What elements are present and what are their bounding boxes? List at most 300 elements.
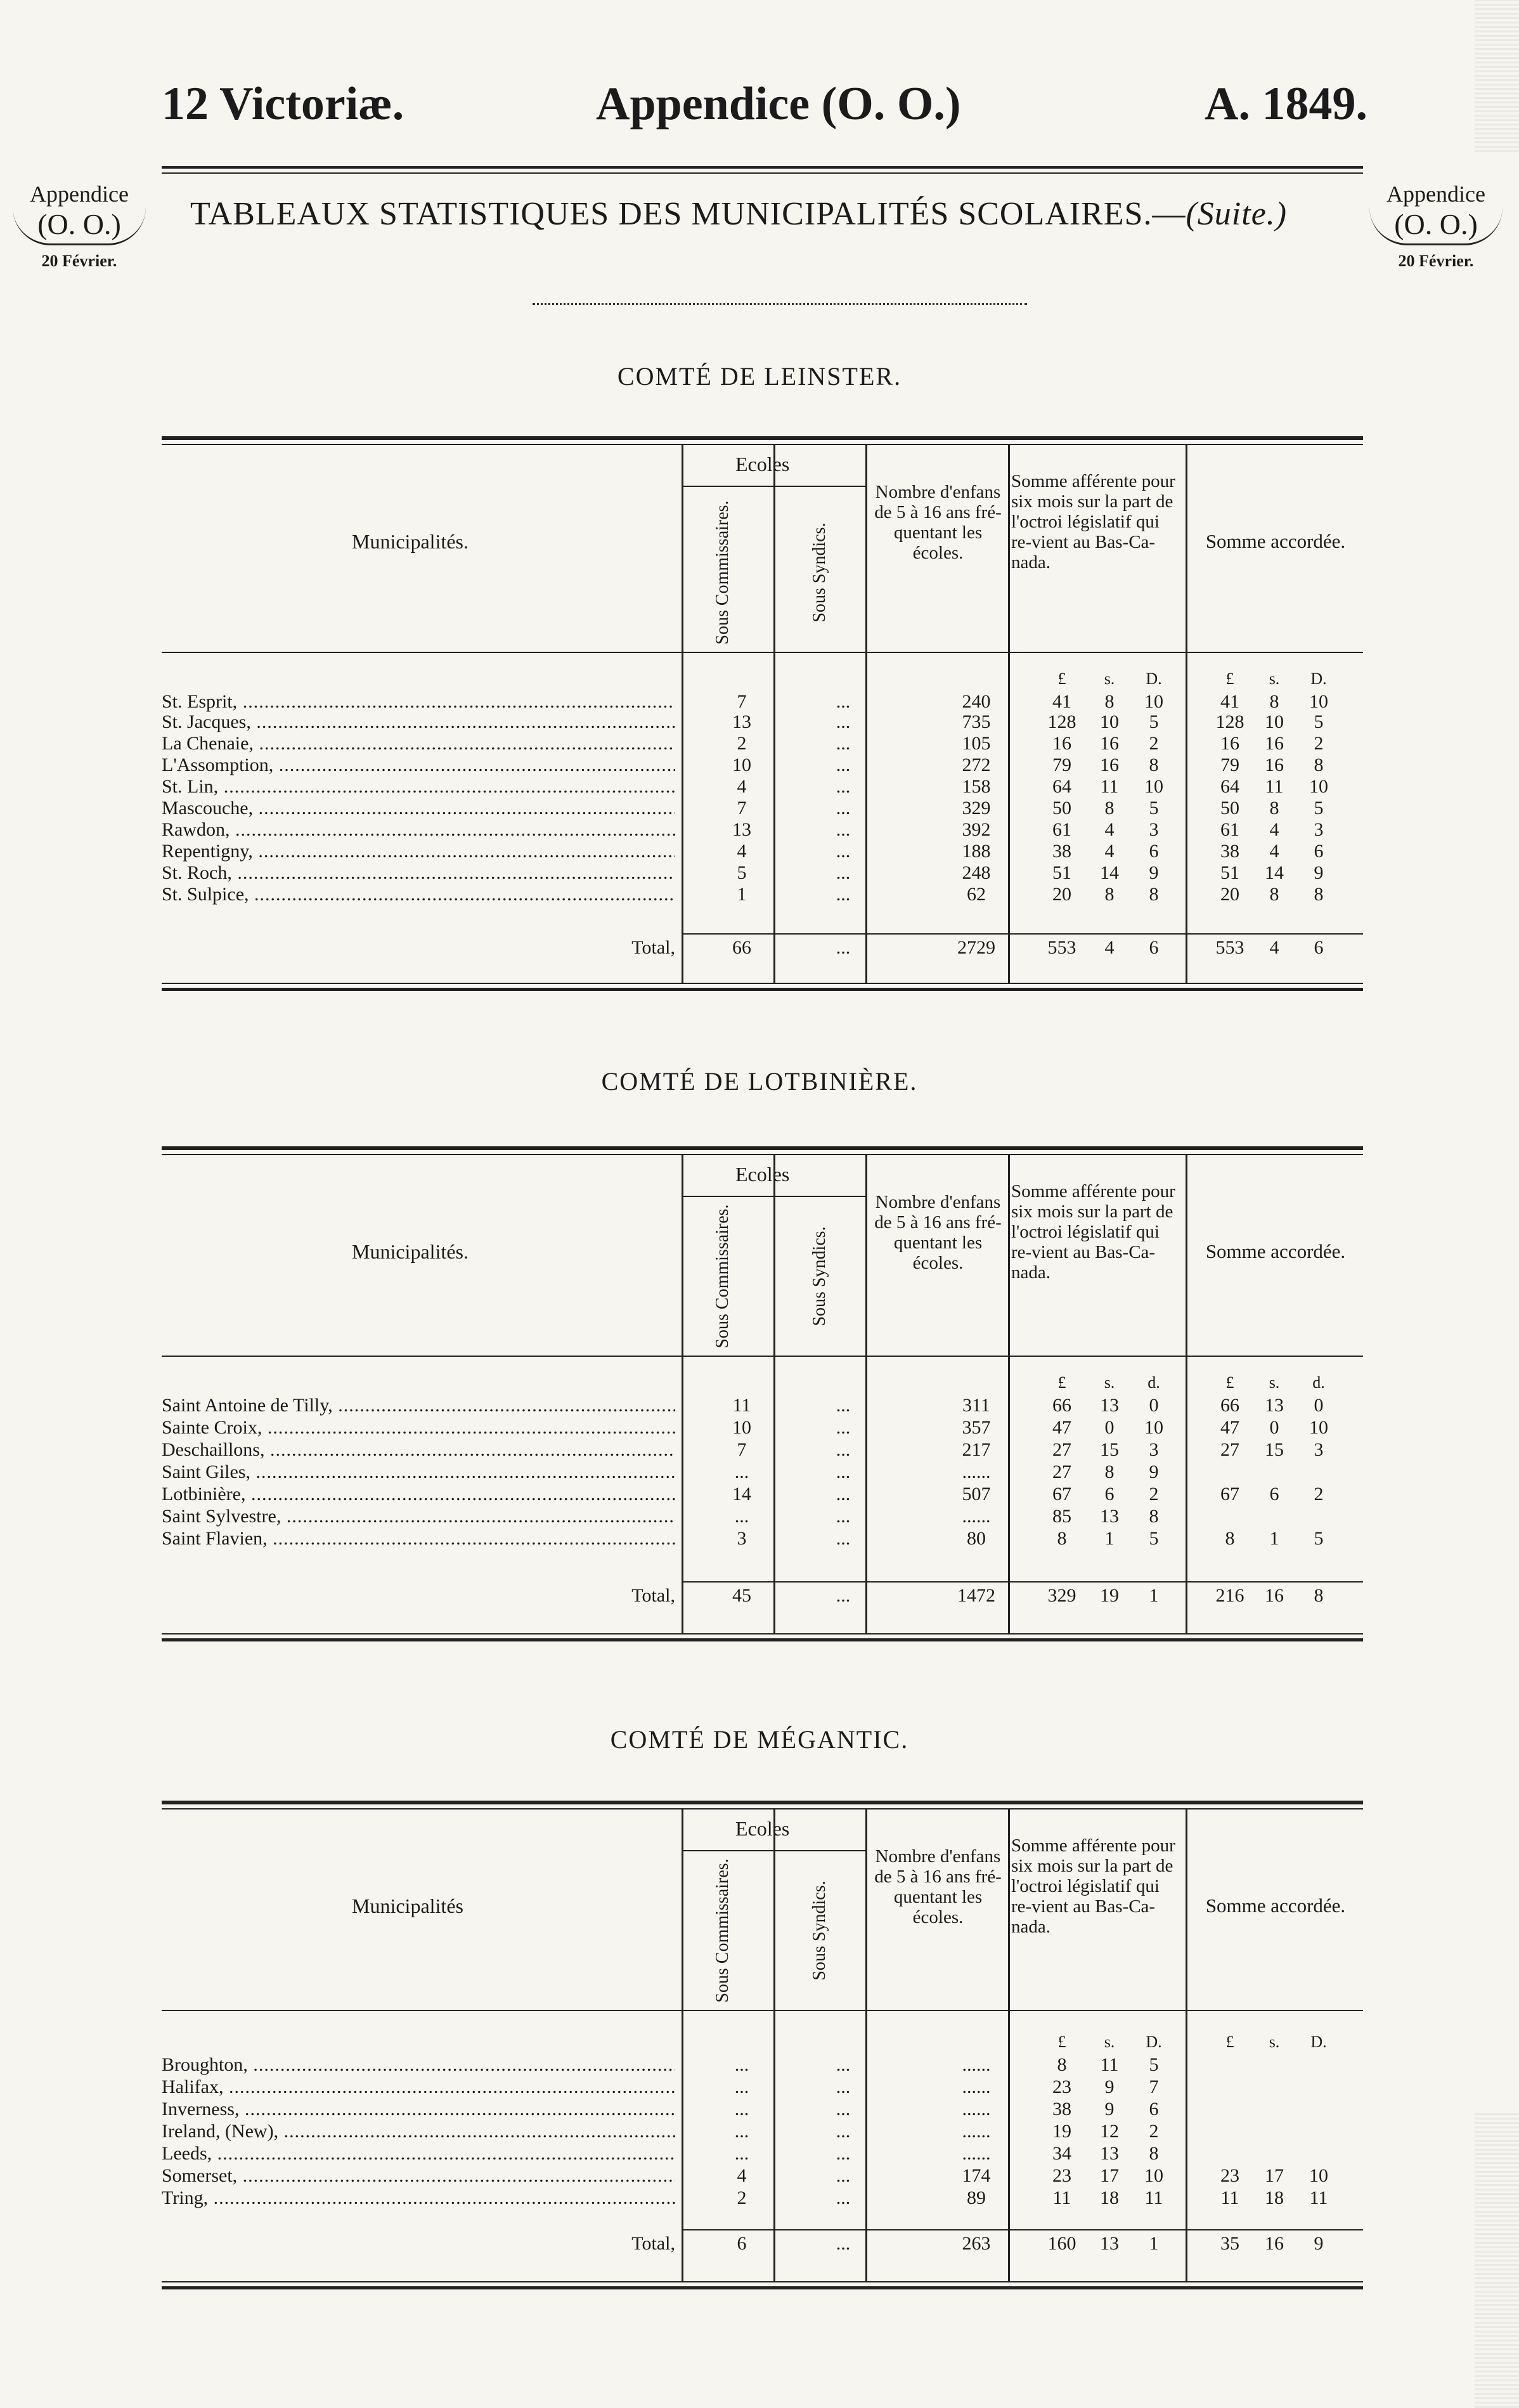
sous-commissaires-value: 4: [737, 776, 747, 797]
total-sous-syndics: ...: [836, 937, 851, 958]
sous-commissaires-value: 4: [737, 841, 747, 862]
sous-commissaires-value: 11: [732, 1395, 751, 1416]
children-count-value: 272: [962, 754, 991, 775]
sous-syndics-value: ...: [836, 1461, 851, 1482]
header-somme-accordee: Somme accordée.: [1205, 1894, 1346, 1917]
currency-unit-label: d.: [1312, 1373, 1325, 1392]
municipality-name: Somerset, .....: [162, 2165, 675, 2187]
afferente-pounds: 41: [1052, 691, 1071, 712]
table-row: [162, 2054, 1363, 2076]
county-table: [162, 1146, 1363, 1640]
afferente-shillings: 11: [1100, 776, 1119, 797]
currency-unit-label: s.: [1104, 2033, 1115, 2051]
header-somme-afferente: Somme afférente pour six mois sur la part de l'octroi législatif qui re-vient au Bas-Ca-nada.: [1011, 1835, 1175, 1937]
accordee-pence: 3: [1314, 819, 1324, 840]
title-ornament-rule: [533, 303, 1027, 305]
table-row: [162, 862, 1363, 884]
children-count-value: ......: [962, 2121, 991, 2142]
table-row: [162, 1506, 1363, 1527]
total-accordee-pence: 6: [1314, 937, 1324, 958]
table-row: [162, 2143, 1363, 2165]
municipality-name: Leeds, .....: [162, 2143, 675, 2165]
currency-unit-label: s.: [1269, 670, 1280, 688]
total-afferente-shillings: 19: [1100, 1585, 1119, 1606]
total-afferente-pence: 1: [1149, 2233, 1159, 2254]
total-afferente-pence: 6: [1149, 937, 1159, 958]
currency-unit-label: s.: [1104, 670, 1115, 688]
accordee-pence: 10: [1309, 2165, 1328, 2186]
afferente-pounds: 61: [1052, 819, 1071, 840]
municipality-name: Sainte Croix, .....: [162, 1417, 675, 1439]
sous-syndics-value: ...: [836, 2187, 851, 2208]
sous-commissaires-value: ...: [734, 2121, 749, 2142]
municipality-name: St. Esprit, .....: [162, 691, 675, 713]
county-table: [162, 1801, 1363, 2288]
children-count-value: ......: [962, 2143, 991, 2164]
accordee-pounds: 64: [1220, 776, 1239, 797]
header-bottom-rule: [162, 1356, 1363, 1357]
accordee-pounds: 61: [1220, 819, 1239, 840]
sous-commissaires-value: 5: [737, 862, 747, 883]
sous-syndics-value: ...: [836, 1439, 851, 1460]
sous-syndics-value: ...: [836, 862, 851, 883]
municipality-name: Halifax, .....: [162, 2076, 675, 2098]
sous-syndics-value: ...: [836, 1417, 851, 1438]
total-children-count: 2729: [957, 937, 995, 958]
accordee-pence: 6: [1314, 841, 1324, 862]
sous-commissaires-value: 3: [737, 1528, 747, 1549]
afferente-pence: 6: [1149, 841, 1159, 862]
table-row: [162, 841, 1363, 862]
afferente-pence: 9: [1149, 862, 1159, 883]
total-rule: [682, 933, 1363, 935]
afferente-pounds: 20: [1052, 884, 1071, 905]
municipality-name: St. Sulpice, .....: [162, 884, 675, 905]
sous-syndics-value: ...: [836, 2099, 851, 2120]
municipality-name: St. Lin, .....: [162, 776, 675, 798]
table-row: [162, 776, 1363, 798]
afferente-pence: 0: [1149, 1395, 1159, 1416]
afferente-shillings: 6: [1104, 1484, 1115, 1505]
sous-syndics-value: ...: [836, 691, 851, 712]
sous-syndics-value: ...: [836, 754, 851, 775]
header-municipalites: Municipalités.: [352, 1240, 469, 1263]
children-count-value: 62: [967, 884, 986, 905]
currency-unit-label: d.: [1147, 1373, 1160, 1392]
accordee-shillings: 17: [1265, 2165, 1284, 2186]
margin-note-label: Appendice: [30, 181, 129, 207]
accordee-pounds: 128: [1215, 711, 1244, 732]
accordee-pence: 10: [1309, 776, 1328, 797]
header-bottom-rule: [162, 652, 1363, 653]
sous-commissaires-value: 13: [732, 819, 751, 840]
header-sous-commissaires: Sous Commissaires.: [713, 1858, 732, 2003]
accordee-pence: 8: [1314, 884, 1324, 905]
ecoles-subheader-rule: [682, 1196, 865, 1197]
column-divider: [682, 1154, 683, 1633]
children-count-value: 105: [962, 733, 991, 754]
accordee-pence: 5: [1314, 711, 1324, 732]
total-accordee-pence: 9: [1314, 2233, 1324, 2254]
accordee-pence: 5: [1314, 798, 1324, 819]
afferente-shillings: 1: [1104, 1528, 1115, 1549]
accordee-pounds: 20: [1220, 884, 1239, 905]
column-divider: [773, 1808, 775, 2281]
header-municipalites: Municipalités: [352, 1894, 463, 1917]
afferente-shillings: 4: [1104, 819, 1115, 840]
afferente-shillings: 10: [1100, 711, 1119, 732]
table-top-rule: [162, 436, 1363, 445]
header-ecoles: Ecoles: [735, 1163, 790, 1186]
margin-note-code: (O. O.): [1369, 207, 1503, 245]
table-row: [162, 1395, 1363, 1416]
children-count-value: 392: [962, 819, 991, 840]
children-count-value: 158: [962, 776, 991, 797]
sous-syndics-value: ...: [836, 2054, 851, 2075]
children-count-value: 248: [962, 862, 991, 883]
running-header-left: 12 Victoriæ.: [162, 78, 404, 130]
ecoles-subheader-rule: [682, 486, 865, 487]
total-row: [162, 937, 1363, 959]
accordee-shillings: 11: [1265, 776, 1284, 797]
total-row: [162, 2233, 1363, 2255]
accordee-shillings: 10: [1265, 711, 1284, 732]
sous-syndics-value: ...: [836, 2143, 851, 2164]
table-row: [162, 2099, 1363, 2120]
afferente-shillings: 16: [1100, 754, 1119, 775]
children-count-value: 188: [962, 841, 991, 862]
sous-syndics-value: ...: [836, 1395, 851, 1416]
afferente-pounds: 66: [1052, 1395, 1071, 1416]
municipality-name: Saint Giles, .....: [162, 1461, 675, 1483]
sous-syndics-value: ...: [836, 819, 851, 840]
afferente-shillings: 8: [1104, 884, 1115, 905]
afferente-shillings: 13: [1100, 1506, 1119, 1527]
afferente-pence: 8: [1149, 1506, 1159, 1527]
afferente-shillings: 8: [1104, 798, 1115, 819]
sous-commissaires-value: 4: [737, 2165, 747, 2186]
sous-syndics-value: ...: [836, 2076, 851, 2097]
accordee-pounds: 8: [1225, 1528, 1235, 1549]
running-header-center: Appendice (O. O.): [596, 78, 961, 130]
sous-syndics-value: ...: [836, 1506, 851, 1527]
header-ecoles: Ecoles: [735, 453, 790, 476]
afferente-pounds: 11: [1052, 2187, 1071, 2208]
sous-commissaires-value: 13: [732, 711, 751, 732]
accordee-pence: 10: [1309, 691, 1328, 712]
accordee-pounds: 50: [1220, 798, 1239, 819]
currency-unit-label: D.: [1146, 670, 1162, 688]
total-accordee-pounds: 216: [1215, 1585, 1244, 1606]
afferente-pence: 10: [1144, 691, 1163, 712]
total-label: Total,: [631, 937, 675, 958]
total-sous-commissaires: 66: [732, 937, 751, 958]
table-bottom-rule: [162, 2281, 1363, 2289]
accordee-pounds: 66: [1220, 1395, 1239, 1416]
total-row: [162, 1585, 1363, 1607]
header-ecoles: Ecoles: [735, 1817, 790, 1840]
margin-note-label: Appendice: [1386, 181, 1485, 207]
afferente-shillings: 17: [1100, 2165, 1119, 2186]
currency-unit-label: D.: [1146, 2033, 1162, 2051]
afferente-pence: 5: [1149, 711, 1159, 732]
afferente-pounds: 51: [1052, 862, 1071, 883]
afferente-pounds: 23: [1052, 2076, 1071, 2097]
column-divider: [865, 1154, 867, 1633]
sous-syndics-value: ...: [836, 711, 851, 732]
afferente-pence: 10: [1144, 776, 1163, 797]
total-accordee-shillings: 4: [1269, 937, 1279, 958]
total-accordee-pounds: 35: [1220, 2233, 1239, 2254]
total-afferente-pounds: 553: [1047, 937, 1076, 958]
table-row: [162, 1417, 1363, 1439]
header-sous-syndics: Sous Syndics.: [810, 1226, 829, 1326]
accordee-pounds: 23: [1220, 2165, 1239, 2186]
afferente-shillings: 4: [1104, 841, 1115, 862]
total-afferente-pence: 1: [1149, 1585, 1159, 1606]
total-sous-commissaires: 45: [732, 1585, 751, 1606]
accordee-pounds: 16: [1220, 733, 1239, 754]
afferente-shillings: 15: [1100, 1439, 1119, 1460]
total-accordee-pence: 8: [1314, 1585, 1324, 1606]
total-accordee-shillings: 16: [1265, 2233, 1284, 2254]
table-row: [162, 691, 1363, 713]
currency-unit-label: £: [1057, 1373, 1066, 1392]
accordee-shillings: 15: [1265, 1439, 1284, 1460]
total-label: Total,: [631, 2233, 675, 2254]
table-row: [162, 2121, 1363, 2142]
total-afferente-shillings: 13: [1100, 2233, 1119, 2254]
municipality-name: Saint Sylvestre, .....: [162, 1506, 675, 1527]
sous-commissaires-value: 7: [737, 798, 747, 819]
accordee-pounds: 41: [1220, 691, 1239, 712]
column-divider: [1186, 1154, 1187, 1633]
accordee-shillings: 18: [1265, 2187, 1284, 2208]
children-count-value: ......: [962, 2099, 991, 2120]
children-count-value: 357: [962, 1417, 991, 1438]
municipality-name: Mascouche, .....: [162, 798, 675, 819]
afferente-pence: 2: [1149, 1484, 1159, 1505]
municipality-name: Ireland, (New), .....: [162, 2121, 675, 2142]
accordee-pounds: 79: [1220, 754, 1239, 775]
afferente-shillings: 16: [1100, 733, 1119, 754]
sous-commissaires-value: ...: [734, 2076, 749, 2097]
children-count-value: 89: [967, 2187, 986, 2208]
header-nombre: Nombre d'enfans de 5 à 16 ans fré-quentant les écoles.: [874, 1846, 1002, 1927]
afferente-pounds: 27: [1052, 1439, 1071, 1460]
afferente-pence: 10: [1144, 2165, 1163, 2186]
table-row: [162, 2076, 1363, 2098]
accordee-shillings: 13: [1265, 1395, 1284, 1416]
accordee-pence: 9: [1314, 862, 1324, 883]
sous-commissaires-value: ...: [734, 1506, 749, 1527]
county-table: [162, 436, 1363, 989]
table-row: [162, 1484, 1363, 1505]
total-label: Total,: [631, 1585, 675, 1606]
table-row: [162, 798, 1363, 819]
sous-commissaires-value: 14: [732, 1484, 751, 1505]
afferente-pounds: 23: [1052, 2165, 1071, 2186]
afferente-pence: 9: [1149, 1461, 1159, 1482]
afferente-pounds: 38: [1052, 2099, 1071, 2120]
header-somme-accordee: Somme accordée.: [1205, 530, 1346, 552]
sous-commissaires-value: 2: [737, 2187, 747, 2208]
afferente-shillings: 14: [1100, 862, 1119, 883]
column-divider: [865, 1808, 867, 2281]
children-count-value: 507: [962, 1484, 991, 1505]
currency-unit-label: £: [1225, 2033, 1234, 2051]
sous-syndics-value: ...: [836, 2121, 851, 2142]
total-children-count: 263: [962, 2233, 991, 2254]
accordee-shillings: 1: [1269, 1528, 1279, 1549]
afferente-shillings: 18: [1100, 2187, 1119, 2208]
sous-syndics-value: ...: [836, 1528, 851, 1549]
afferente-pounds: 50: [1052, 798, 1071, 819]
afferente-pounds: 27: [1052, 1461, 1071, 1482]
currency-unit-label: £: [1225, 670, 1234, 688]
children-count-value: 217: [962, 1439, 991, 1460]
afferente-pence: 5: [1149, 798, 1159, 819]
sous-syndics-value: ...: [836, 776, 851, 797]
table-row: [162, 733, 1363, 754]
afferente-pounds: 8: [1057, 1528, 1067, 1549]
accordee-shillings: 8: [1269, 798, 1279, 819]
sous-commissaires-value: ...: [734, 2143, 749, 2164]
page-title-main: TABLEAUX STATISTIQUES DES MUNICIPALITÉS SCOLAIRES.—: [190, 196, 1186, 232]
header-sous-commissaires: Sous Commissaires.: [713, 1204, 732, 1349]
table-row: [162, 2187, 1363, 2209]
total-sous-commissaires: 6: [737, 2233, 747, 2254]
afferente-pounds: 47: [1052, 1417, 1071, 1438]
municipality-name: St. Roch, .....: [162, 862, 675, 884]
header-somme-afferente: Somme afférente pour six mois sur la part de l'octroi législatif qui re-vient au Bas-Ca-nada.: [1011, 1181, 1175, 1283]
currency-unit-label: s.: [1269, 2033, 1280, 2051]
afferente-pence: 7: [1149, 2076, 1159, 2097]
accordee-shillings: 4: [1269, 819, 1279, 840]
accordee-pence: 5: [1314, 1528, 1324, 1549]
header-sous-syndics: Sous Syndics.: [810, 1880, 829, 1981]
header-municipalites: Municipalités.: [352, 530, 469, 553]
section-title: COMTÉ DE LEINSTER.: [617, 362, 902, 391]
page-title-suite: (Suite.): [1186, 196, 1288, 232]
afferente-shillings: 9: [1104, 2099, 1115, 2120]
afferente-shillings: 13: [1100, 1395, 1119, 1416]
afferente-pence: 2: [1149, 733, 1159, 754]
afferente-pence: 3: [1149, 819, 1159, 840]
currency-unit-label: s.: [1269, 1373, 1280, 1392]
margin-note-right: [1369, 181, 1503, 271]
accordee-pounds: 11: [1220, 2187, 1239, 2208]
afferente-pence: 6: [1149, 2099, 1159, 2120]
afferente-shillings: 9: [1104, 2076, 1115, 2097]
currency-unit-label: £: [1225, 1373, 1234, 1392]
table-row: [162, 1439, 1363, 1461]
accordee-shillings: 8: [1269, 691, 1279, 712]
header-somme-afferente: Somme afférente pour six mois sur la part de l'octroi législatif qui re-vient au Bas-Ca-nada.: [1011, 471, 1175, 573]
accordee-shillings: 4: [1269, 841, 1279, 862]
currency-unit-label: s.: [1104, 1373, 1115, 1392]
children-count-value: ......: [962, 2076, 991, 2097]
afferente-pence: 11: [1144, 2187, 1163, 2208]
currency-unit-label: £: [1057, 670, 1066, 688]
header-nombre: Nombre d'enfans de 5 à 16 ans fré-quentant les écoles.: [874, 1192, 1002, 1273]
page-edge-noise: [1475, 2111, 1519, 2408]
accordee-pounds: 51: [1220, 862, 1239, 883]
afferente-pounds: 16: [1052, 733, 1071, 754]
table-top-rule: [162, 1146, 1363, 1155]
accordee-shillings: 16: [1265, 754, 1284, 775]
accordee-pounds: 67: [1220, 1484, 1239, 1505]
afferente-shillings: 8: [1104, 1461, 1115, 1482]
table-row: [162, 711, 1363, 733]
table-row: [162, 1461, 1363, 1483]
total-afferente-pounds: 160: [1047, 2233, 1076, 2254]
header-sous-commissaires: Sous Commissaires.: [713, 500, 732, 645]
total-sous-syndics: ...: [836, 2233, 851, 2254]
total-sous-syndics: ...: [836, 1585, 851, 1606]
accordee-pence: 2: [1314, 733, 1324, 754]
afferente-pence: 3: [1149, 1439, 1159, 1460]
ecoles-subheader-rule: [682, 1850, 865, 1851]
accordee-pence: 8: [1314, 754, 1324, 775]
municipality-name: Saint Antoine de Tilly, .....: [162, 1395, 675, 1416]
column-divider: [1008, 1808, 1010, 2281]
table-bottom-rule: [162, 983, 1363, 991]
accordee-shillings: 6: [1269, 1484, 1279, 1505]
accordee-pence: 11: [1309, 2187, 1328, 2208]
sous-commissaires-value: 2: [737, 733, 747, 754]
column-divider: [682, 1808, 683, 2281]
municipality-name: Lotbinière, .....: [162, 1484, 675, 1505]
total-accordee-shillings: 16: [1265, 1585, 1284, 1606]
accordee-pounds: 38: [1220, 841, 1239, 862]
municipality-name: Tring, .....: [162, 2187, 675, 2209]
section-title: COMTÉ DE MÉGANTIC.: [610, 1725, 909, 1754]
sous-syndics-value: ...: [836, 884, 851, 905]
table-row: [162, 754, 1363, 776]
sous-syndics-value: ...: [836, 733, 851, 754]
table-top-rule: [162, 1801, 1363, 1809]
municipality-name: St. Jacques, .....: [162, 711, 675, 733]
afferente-shillings: 11: [1100, 2054, 1119, 2075]
afferente-shillings: 0: [1104, 1417, 1115, 1438]
accordee-pounds: 27: [1220, 1439, 1239, 1460]
children-count-value: 735: [962, 711, 991, 732]
sous-commissaires-value: 10: [732, 754, 751, 775]
children-count-value: ......: [962, 2054, 991, 2075]
sous-commissaires-value: 1: [737, 884, 747, 905]
header-bottom-rule: [162, 2010, 1363, 2011]
currency-unit-label: D.: [1310, 670, 1327, 688]
sous-commissaires-value: ...: [734, 2099, 749, 2120]
municipality-name: Inverness, .....: [162, 2099, 675, 2120]
margin-note-date: 20 Février.: [1398, 252, 1474, 270]
sous-syndics-value: ...: [836, 798, 851, 819]
sous-syndics-value: ...: [836, 1484, 851, 1505]
afferente-pounds: 67: [1052, 1484, 1071, 1505]
margin-note-code: (O. O.): [13, 207, 146, 245]
children-count-value: 329: [962, 798, 991, 819]
page-edge-noise: [1475, 0, 1519, 152]
column-divider: [1186, 1808, 1187, 2281]
page-title: [190, 195, 1287, 233]
afferente-pounds: 8: [1057, 2054, 1067, 2075]
accordee-shillings: 8: [1269, 884, 1279, 905]
column-divider: [1008, 1154, 1010, 1633]
sous-syndics-value: ...: [836, 2165, 851, 2186]
accordee-pence: 2: [1314, 1484, 1324, 1505]
municipality-name: Broughton, .....: [162, 2054, 675, 2076]
